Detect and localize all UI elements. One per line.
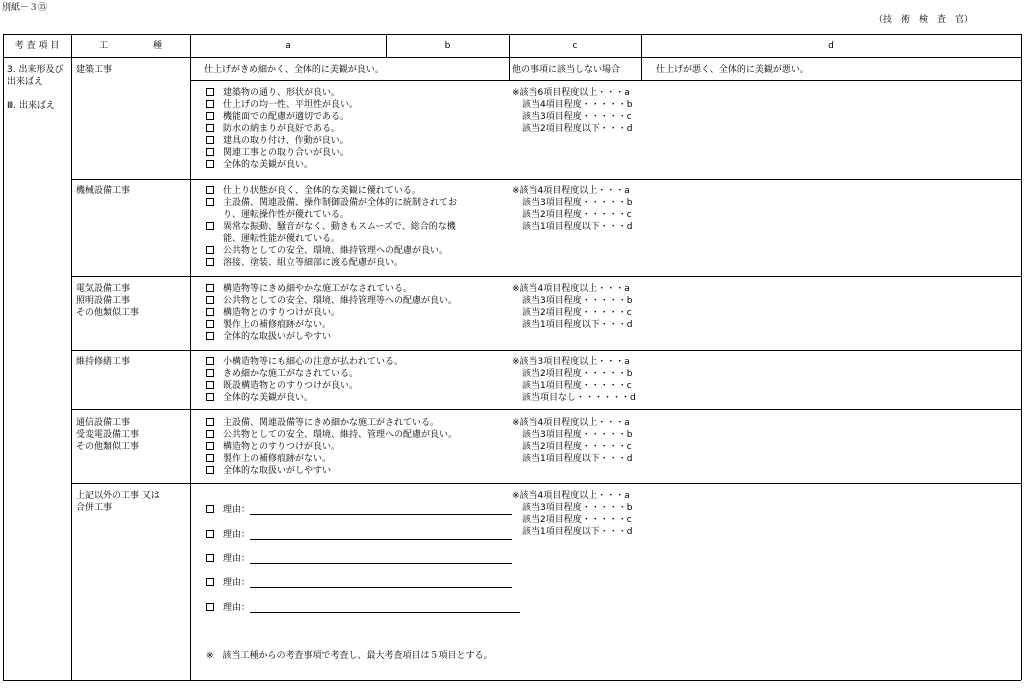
checklist-item: 公共物としての安全、環境、維持管理への配慮が良い。 (206, 245, 457, 257)
section-name: 機械設備工事 (76, 186, 131, 196)
score-rule: ※該当4項目程度以上・・・a 該当3項目程度・・・・・b 該当2項目程度・・・・・c 該当1項目程度以下・・・d (512, 284, 633, 330)
section-name: 建築工事 (76, 65, 113, 75)
checklist-item: 構造物とのすりつけが良い。 (206, 441, 457, 453)
header-item: 考 査 項 目 (14, 41, 60, 51)
inspector-label: （技 術 検 査 官） (874, 15, 974, 25)
checklist-item: 既設構造物とのすりつけが良い。 (206, 380, 403, 392)
page-label: 別紙－３⑮ (2, 3, 48, 13)
checkbox-icon[interactable] (206, 284, 214, 292)
item-line1: 3. 出来形及び (7, 65, 64, 75)
item-line2: 出来ばえ (7, 77, 44, 87)
score-rule: ※該当3項目程度以上・・・a 該当2項目程度・・・・・b 該当1項目程度・・・・・c 該当項目なし・・・・・・d (512, 357, 636, 403)
checkbox-icon[interactable] (206, 430, 214, 438)
checklist-item: 関連工事との取り合いが良い。 (206, 147, 358, 159)
header-c: c (572, 41, 578, 51)
checkbox-icon[interactable] (206, 88, 214, 96)
checkbox-icon[interactable] (206, 258, 214, 266)
checkbox-icon[interactable] (206, 466, 214, 474)
checklist-item: 製作上の補修痕跡がない。 (206, 453, 457, 465)
checklist-item: 異常な振動、騒音がなく、動きもスムーズで、総合的な機 (206, 221, 457, 233)
checkbox-icon[interactable] (206, 136, 214, 144)
checklist-item: 主設備、関連設備等にきめ細かな施工がされている。 (206, 417, 457, 429)
checkbox-icon[interactable] (206, 381, 214, 389)
header-d: d (828, 41, 834, 51)
checkbox-icon[interactable] (206, 603, 214, 611)
section-name: 上記以外の工事 又は 合併工事 (76, 491, 160, 513)
checklist-item: 全体的な取扱いがしやすい (206, 465, 457, 477)
checkbox-icon[interactable] (206, 454, 214, 462)
reason-field[interactable]: 理由： (206, 600, 520, 613)
checkbox-icon[interactable] (206, 160, 214, 168)
checklist (206, 417, 457, 477)
checklist-item: 機能面での配慮が適切である。 (206, 111, 358, 123)
checkbox-icon[interactable] (206, 357, 214, 365)
checklist-item: きめ細かな施工がなされている。 (206, 368, 403, 380)
section-name: 維持修繕工事 (76, 357, 131, 367)
header-b: b (444, 41, 451, 51)
checklist-item: 全体的な美観が良い。 (206, 159, 358, 171)
checkbox-icon[interactable] (206, 148, 214, 156)
footnote: ※ 該当工種からの考査事項で考査し、最大考査項目は５項目とする。 (206, 651, 493, 661)
checkbox-icon[interactable] (206, 222, 214, 230)
checkbox-icon[interactable] (206, 100, 214, 108)
checklist (206, 283, 457, 343)
score-rule: ※該当4項目程度以上・・・a 該当3項目程度・・・・・b 該当2項目程度・・・・・c 該当1項目程度以下・・・d (512, 186, 633, 232)
checkbox-icon[interactable] (206, 186, 214, 194)
checklist-item: 構造物とのすりつけが良い。 (206, 307, 457, 319)
checkbox-icon[interactable] (206, 369, 214, 377)
criteria-c: 他の事項に該当しない場合 (512, 65, 621, 75)
checklist-item: 公共物としての安全、環境、維持管理等への配慮が良い。 (206, 295, 457, 307)
checklist-item: 建築物の通り、形状が良い。 (206, 87, 358, 99)
checkbox-icon[interactable] (206, 308, 214, 316)
score-rule: ※該当4項目程度以上・・・a 該当3項目程度・・・・・b 該当2項目程度・・・・・c 該当1項目程度以下・・・d (512, 418, 633, 464)
checklist-item: 小構造物等にも細心の注意が払われている。 (206, 356, 403, 368)
reason-field[interactable]: 理由： (206, 575, 512, 588)
checkbox-icon[interactable] (206, 296, 214, 304)
header-type: 工 種 (98, 41, 162, 51)
checkbox-icon[interactable] (206, 393, 214, 401)
checklist (206, 356, 403, 404)
criteria-d: 仕上げが悪く、全体的に美観が悪い。 (656, 65, 809, 75)
reason-field[interactable]: 理由： (206, 527, 512, 540)
checklist-item: 構造物等にきめ細やかな施工がなされている。 (206, 283, 457, 295)
section-name: 電気設備工事 照明設備工事 その他類似工事 (76, 284, 140, 318)
checklist-item: 公共物としての安全、環境、維持、管理への配慮が良い。 (206, 429, 457, 441)
checklist (206, 87, 358, 171)
checkbox-icon[interactable] (206, 332, 214, 340)
header-a: a (285, 41, 291, 51)
reason-field[interactable]: 理由： (206, 502, 512, 515)
checklist-item: 仕上り状態が良く、全体的な美観に優れている。 (206, 185, 457, 197)
item-line3: Ⅲ. 出来ばえ (7, 101, 55, 111)
checkbox-icon[interactable] (206, 198, 214, 206)
checklist-item: 全体的な美観が良い。 (206, 392, 403, 404)
checkbox-icon[interactable] (206, 124, 214, 132)
criteria-a: 仕上げがきめ細かく、全体的に美観が良い。 (204, 65, 384, 75)
checkbox-icon[interactable] (206, 442, 214, 450)
checkbox-icon[interactable] (206, 530, 214, 538)
score-rule: ※該当4項目程度以上・・・a 該当3項目程度・・・・・b 該当2項目程度・・・・・c 該当1項目程度以下・・・d (512, 491, 633, 537)
checklist-item: 溶接、塗装、組立等細部に渡る配慮が良い。 (206, 257, 457, 269)
checkbox-icon[interactable] (206, 578, 214, 586)
checklist-item: 建具の取り付け、作動が良い。 (206, 135, 358, 147)
checkbox-icon[interactable] (206, 418, 214, 426)
section-name: 通信設備工事 受変電設備工事 その他類似工事 (76, 418, 140, 452)
checkbox-icon[interactable] (206, 112, 214, 120)
checklist-item: 製作上の補修痕跡がない。 (206, 319, 457, 331)
reason-field[interactable]: 理由： (206, 551, 512, 564)
checklist-item: 主設備、関連設備、操作制御設備が全体的に統制されてお (206, 197, 457, 209)
checkbox-icon[interactable] (206, 505, 214, 513)
checkbox-icon[interactable] (206, 320, 214, 328)
checklist: 仕上り状態が良く、全体的な美観に優れている。 主設備、関連設備、操作制御設備が全体的に統制されてお り、運転操作性が優れている。 異常な振動、騒音がなく、動きもスムーズで、総合的な機 能、運転性能が優れている。 公共物としての安全、環境、維持管理への配慮が良い。 溶接、塗装、組立等細部に渡る配慮が良い。 (206, 185, 457, 269)
checklist-item: 仕上げの均一性、平坦性が良い。 (206, 99, 358, 111)
checklist-item: 全体的な取扱いがしやすい (206, 331, 457, 343)
score-rule: ※該当6項目程度以上・・・a 該当4項目程度・・・・・b 該当3項目程度・・・・・c 該当2項目程度以下・・・d (512, 88, 633, 134)
checkbox-icon[interactable] (206, 554, 214, 562)
item-label (7, 64, 63, 112)
checkbox-icon[interactable] (206, 246, 214, 254)
checklist-item: 防水の納まりが良好である。 (206, 123, 358, 135)
